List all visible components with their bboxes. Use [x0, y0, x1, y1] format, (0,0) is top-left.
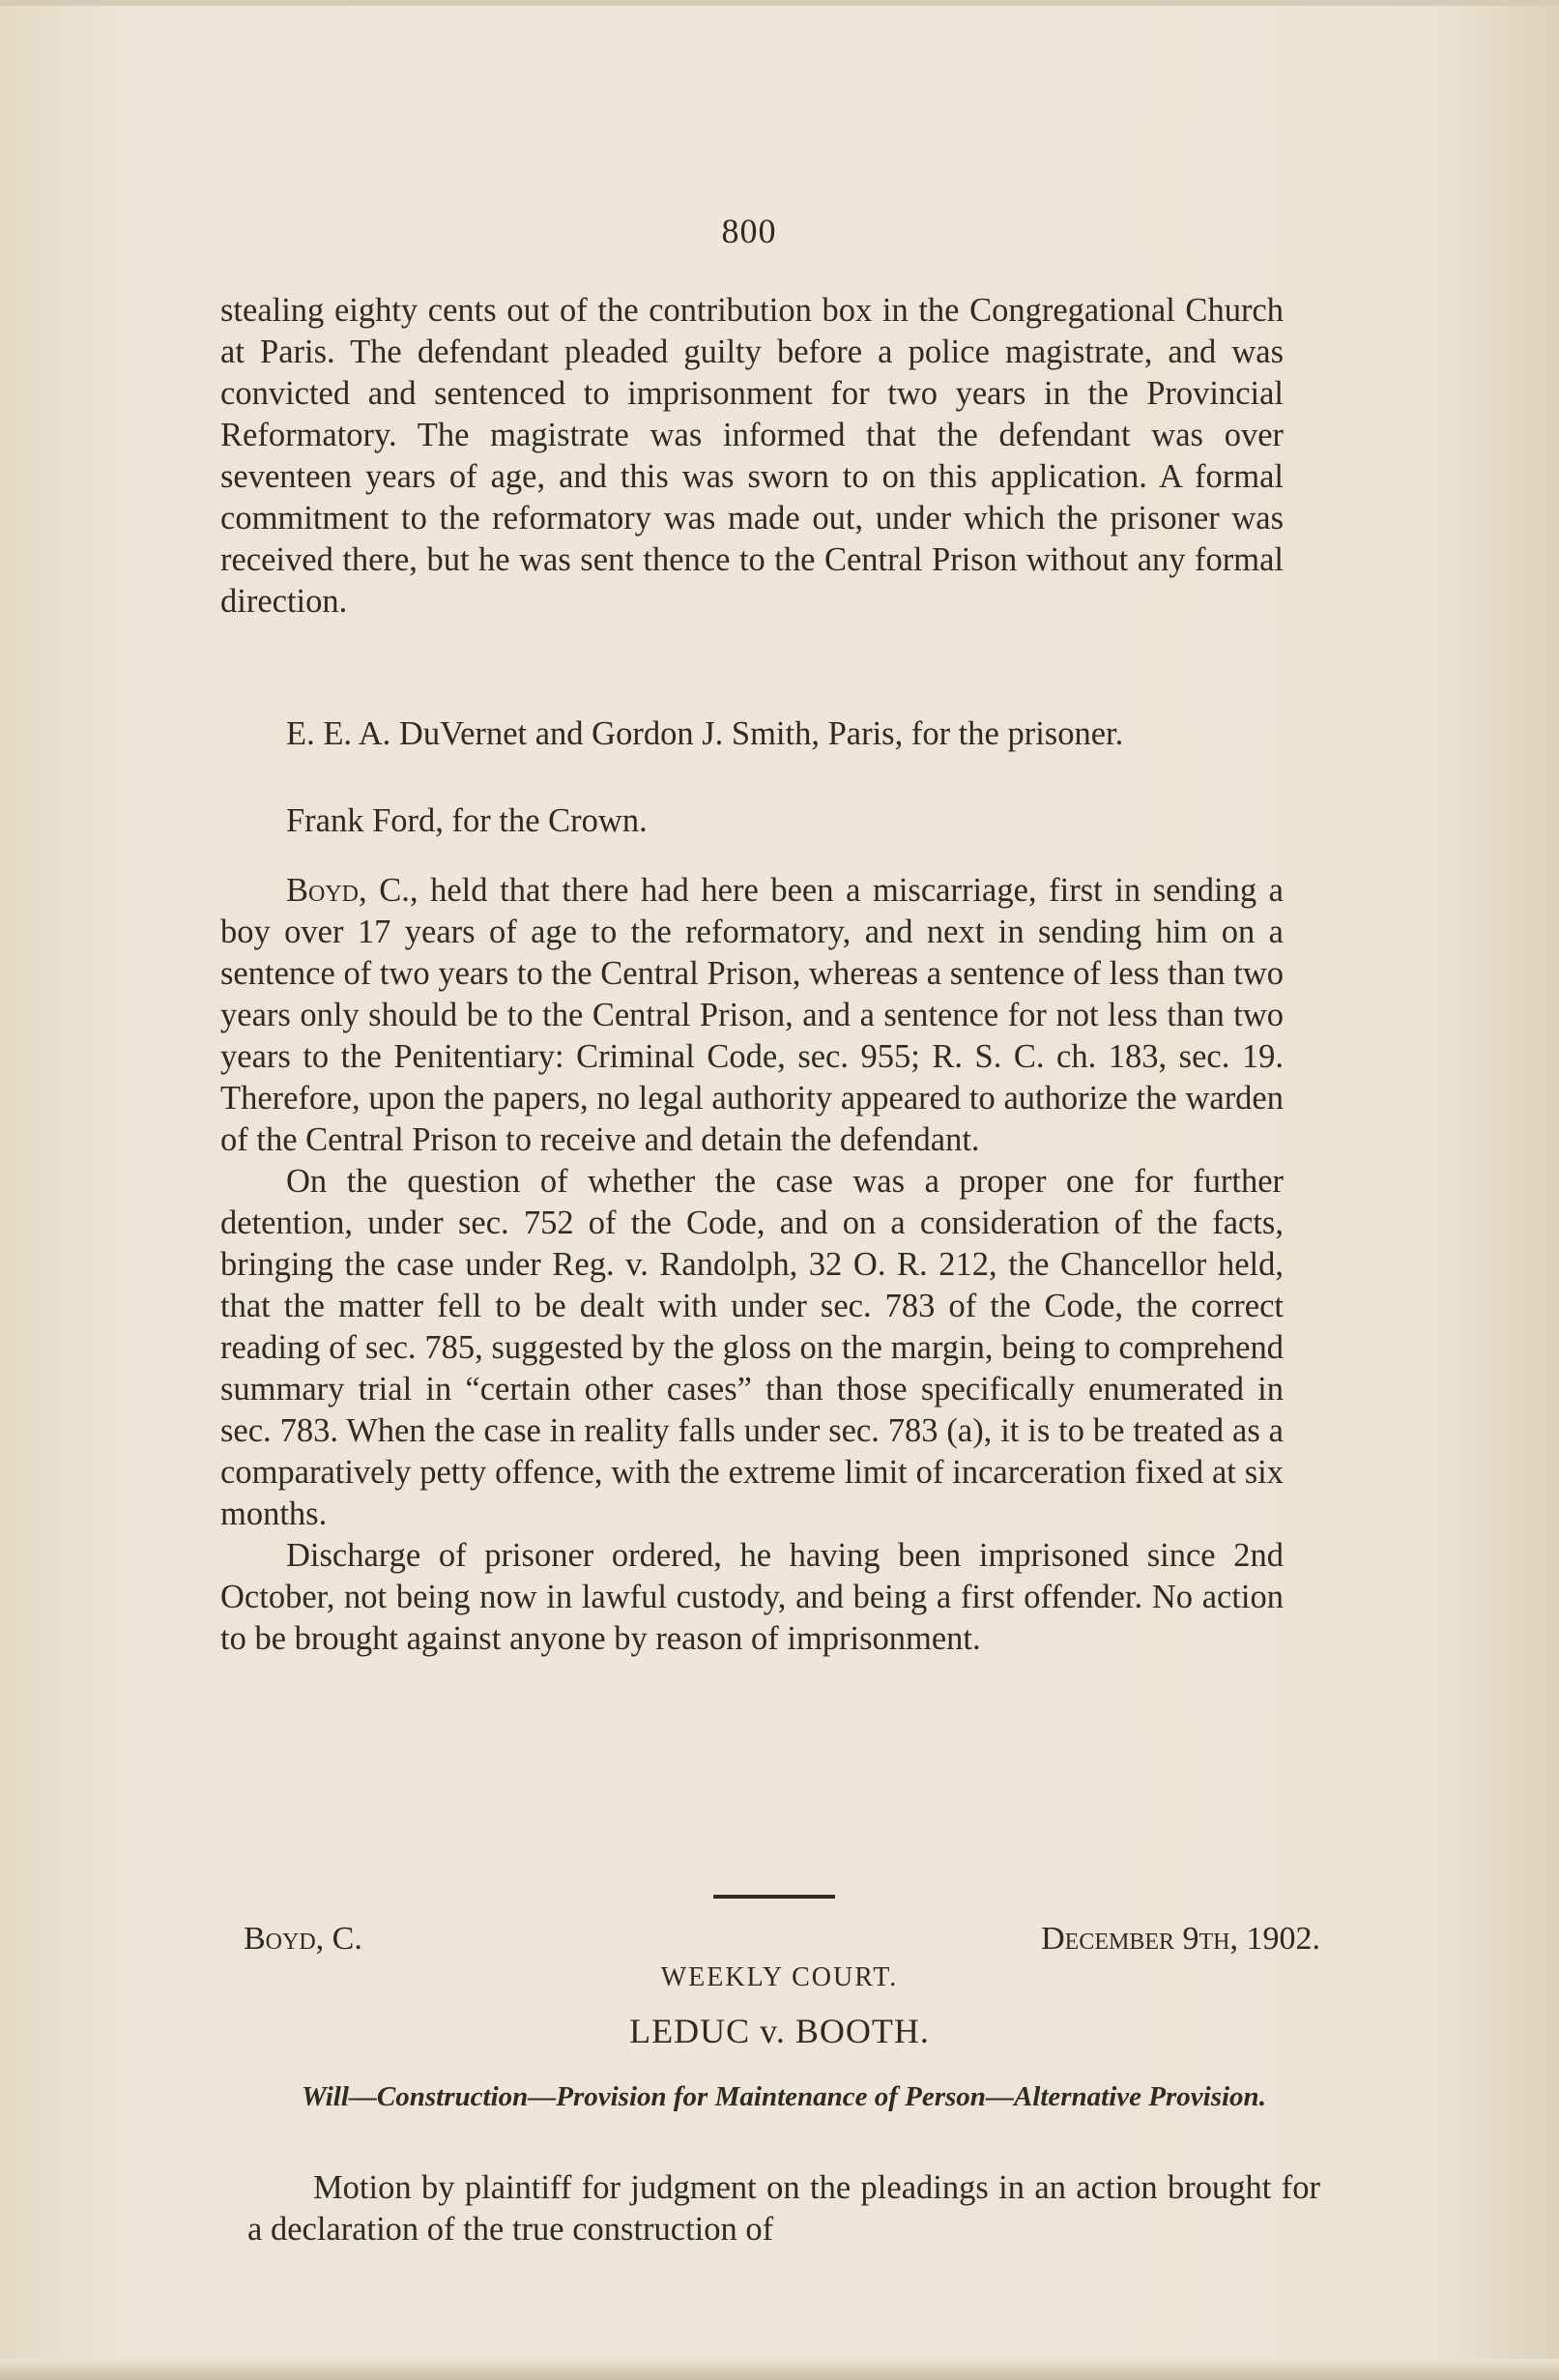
- judgment-paragraph-2: On the question of whether the case was a proper one for further detention, under sec. 752 of the Code, and on a consideration of the facts, bringing the case under Reg. v. Randolph, 32 O. R. 212, the Chancellor held, that the matter fell to be dealt with under sec. 783 of the Code, the correct reading of sec. 785, suggested by the gloss on the margin, being to comprehend summary trial in “certain other cases” than those specifically enumerated in sec. 783. When the case in reality falls under sec. 783 (a), it is to be treated as a comparatively petty offence, with the extreme limit of incarceration fixed at six months.: [220, 1163, 1284, 1532]
- page-number: 800: [721, 212, 777, 250]
- court-name: WEEKLY COURT.: [660, 1962, 899, 1992]
- counsel-for-prisoner: [220, 713, 1284, 755]
- counsel-for-crown: [220, 800, 1284, 842]
- counsel-prisoner-text: E. E. A. DuVernet and Gordon J. Smith, Paris, for the prisoner.: [286, 715, 1124, 752]
- case-headnote: Will—Construction—Provision for Maintenance of Person—Alternative Provision.: [302, 2081, 1266, 2112]
- facts-text: stealing eighty cents out of the contribution box in the Congregational Church at Paris. The defendant pleaded guilty before a police magistrate, and was convicted and sentenced to imprisonment for two years in the Provincial Reformatory. The magistrate was informed that the defendant was over seventeen years of age, and this was sworn to on this application. A formal commitment to the reformatory was made out, under which the prisoner was received there, but he was sent thence to the Central Prison without any formal direction.: [220, 292, 1284, 620]
- judgment-section: [220, 870, 1284, 1660]
- page-bottom-edge: [0, 2359, 1559, 2380]
- judgment-paragraph-1-text: , C., held that there had here been a miscarriage, first in sending a boy over 17 years of age to the reformatory, and next in sending him on a sentence of two years to the Central Prison, whereas a sentence of less than two years only should be to the Central Prison, and a sentence for not less than two years to the Penitentiary: Criminal Code, sec. 955; R. S. C. ch. 183, sec. 19. Therefore, upon the papers, no legal authority appeared to authorize the warden of the Central Prison to receive and detain the defendant.: [220, 872, 1284, 1158]
- motion-text: Motion by plaintiff for judgment on the pleadings in an action brought for a declaration of the true construction of: [247, 2169, 1320, 2248]
- next-case-judge: Boyd, C.: [244, 1921, 362, 1957]
- counsel-crown-text: Frank Ford, for the Crown.: [286, 802, 648, 839]
- case-title: LEDUC v. BOOTH.: [629, 2012, 930, 2050]
- page-top-edge: [0, 0, 1559, 6]
- judgment-paragraph-3: Discharge of prisoner ordered, he having been imprisoned since 2nd October, not being now in lawful custody, and being a first offender. No action to be brought against anyone by reason of imprisonment.: [220, 1537, 1284, 1657]
- judge-name: Boyd: [286, 872, 360, 909]
- case-facts-paragraph: [220, 290, 1284, 623]
- section-divider-rule: [713, 1895, 835, 1899]
- judgment-paragraph-1: [220, 870, 1284, 1161]
- next-case-header: [244, 1920, 1320, 1959]
- next-case-date: December 9th, 1902.: [1041, 1921, 1320, 1957]
- motion-paragraph: [247, 2167, 1320, 2250]
